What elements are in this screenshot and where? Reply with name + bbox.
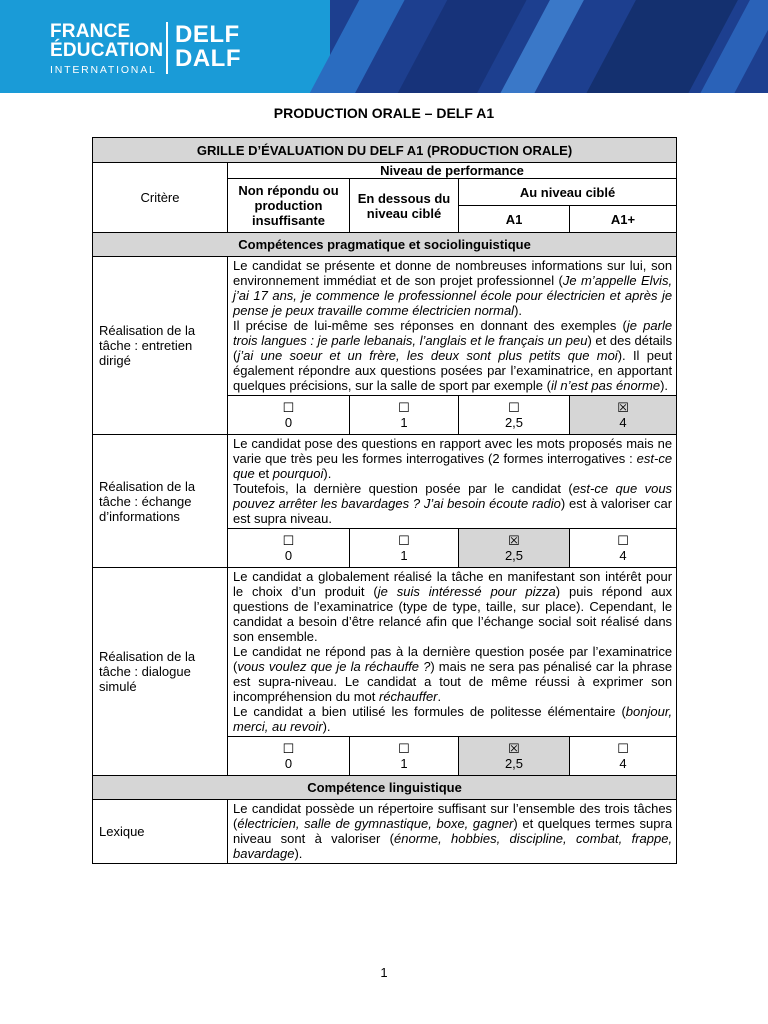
score-value: 4 xyxy=(619,755,627,771)
quote-excerpt: électricien, salle de gymnastique, boxe, gagner xyxy=(237,816,514,831)
description-text: Le candidat possède un répertoire suffisant sur l’ensemble des trois tâches ( xyxy=(233,801,673,831)
score-option[interactable] xyxy=(228,737,350,776)
checked-box-icon[interactable]: ☒ xyxy=(508,740,520,756)
description-text: ). xyxy=(323,466,332,481)
description-text: ) et des détails ( xyxy=(233,333,673,363)
quote-excerpt: réchauffer xyxy=(378,689,438,704)
checkbox-icon[interactable]: ☐ xyxy=(282,532,295,548)
checked-box-icon[interactable]: ☒ xyxy=(508,532,520,548)
col-niveau-cible: Au niveau ciblé xyxy=(459,179,677,206)
quote-excerpt: est-ce que vous pouvez arrêter les bavardages ? J’ai besoin écoute radio xyxy=(233,481,673,511)
critere-header: Critère xyxy=(93,163,228,233)
criterion-description xyxy=(228,435,677,529)
logo-line3: INTERNATIONAL xyxy=(50,64,157,76)
description-paragraph xyxy=(233,318,672,393)
delf-dalf-logo xyxy=(175,23,241,70)
description-paragraph xyxy=(233,569,672,644)
quote-excerpt: vous voulez que je la réchauffe ? xyxy=(237,659,431,674)
brand-line2: DALF xyxy=(175,44,241,72)
col-non-repondu: Non répondu ou production insuffisante xyxy=(228,179,350,233)
section-row xyxy=(93,776,677,800)
description-text: Le candidat pose des questions en rapport avec les mots proposés mais ne varie que très peu les formes interrogatives (2 formes interrogatives : xyxy=(233,436,673,466)
checked-box-icon[interactable]: ☒ xyxy=(617,399,629,415)
score-option[interactable] xyxy=(350,529,459,568)
description-text: ) puis répond aux questions de l’examinatrice (type de type, taille, sur place). Cependant, le candidat a besoin d’être relancé afin que l’échange social soit réalisé dans son ensemble. xyxy=(233,584,673,644)
criterion-description xyxy=(228,800,677,864)
checkbox-icon[interactable]: ☐ xyxy=(398,532,410,548)
col-a1: A1 xyxy=(459,206,570,233)
quote-excerpt: est-ce que xyxy=(233,451,673,481)
description-paragraph xyxy=(233,258,672,318)
quote-excerpt: bonjour, merci, au revoir xyxy=(233,704,673,734)
france-education-logo xyxy=(50,22,163,76)
score-option[interactable] xyxy=(459,396,570,435)
score-value: 1 xyxy=(400,755,408,771)
quote-excerpt: pourquoi xyxy=(272,466,324,481)
score-option[interactable] xyxy=(350,737,459,776)
checkbox-icon[interactable]: ☐ xyxy=(617,740,629,756)
score-value: 0 xyxy=(284,414,293,430)
score-option[interactable] xyxy=(228,396,350,435)
logo-divider xyxy=(166,22,168,74)
score-value: 0 xyxy=(284,755,293,771)
checkbox-icon[interactable]: ☐ xyxy=(282,399,295,415)
quote-excerpt: j’ai une soeur et un frère, les deux sont plus petits que moi xyxy=(237,348,618,363)
header-banner xyxy=(0,0,768,93)
description-text: Il précise de lui-même ses réponses en donnant des exemples ( xyxy=(233,318,627,333)
logo-line1: FRANCE xyxy=(50,21,131,42)
score-option[interactable] xyxy=(570,396,677,435)
score-value: 2,5 xyxy=(504,547,524,563)
criterion-label: Réalisation de la tâche : dialogue simulé xyxy=(93,568,228,776)
description-text: ) mais ne sera pas pénalisé car la phrase est supra-niveau. Le candidat a tout de même réussi à exprimer son incompréhension du mot xyxy=(233,659,673,704)
quote-excerpt: énorme, hobbies, discipline, combat, frappe, bavardage xyxy=(233,831,673,861)
description-text: ). xyxy=(294,846,303,861)
score-option[interactable] xyxy=(570,529,677,568)
description-paragraph xyxy=(233,436,672,481)
score-option[interactable] xyxy=(228,529,350,568)
description-text: ). xyxy=(514,303,523,318)
score-value: 4 xyxy=(619,414,627,430)
quote-excerpt: Je m’appelle Elvis, j’ai 17 ans, je commence le professionnel école pour électricien et après je pense je peux travaille comme électricien normal xyxy=(233,273,673,318)
description-text: Le candidat a globalement réalisé la tâche en manifestant son intérêt pour le choix d’un produit ( xyxy=(233,569,673,599)
score-value: 1 xyxy=(400,414,408,430)
score-value: 0 xyxy=(284,547,293,563)
description-text: et xyxy=(254,466,273,481)
quote-excerpt: je parle trois langues : je parle lebanais, l’anglais et le français un peu xyxy=(233,318,673,348)
criterion-description xyxy=(228,568,677,737)
page-number: 1 xyxy=(380,965,388,980)
description-text: . xyxy=(437,689,442,704)
description-text: Le candidat a bien utilisé les formules de politesse élémentaire ( xyxy=(233,704,626,719)
description-text: ) et quelques termes supra niveau sont à valoriser ( xyxy=(233,816,673,846)
description-text: ). xyxy=(322,719,331,734)
description-text: ). xyxy=(660,378,669,393)
checkbox-icon[interactable]: ☐ xyxy=(508,399,520,415)
score-value: 2,5 xyxy=(504,414,524,430)
score-value: 1 xyxy=(400,547,408,563)
description-text: ). Il peut également répondre aux questions posées par l’examinatrice, en apportant quelques précisions, sur la salle de sport par exemple ( xyxy=(233,348,673,393)
grid-caption: GRILLE D’ÉVALUATION DU DELF A1 (PRODUCTION ORALE) xyxy=(93,138,677,163)
checkbox-icon[interactable]: ☐ xyxy=(398,399,410,415)
col-en-dessous: En dessous du niveau ciblé xyxy=(350,179,459,233)
section-pragmatique: Compétences pragmatique et sociolinguistique xyxy=(93,233,677,257)
niveau-header: Niveau de performance xyxy=(228,163,677,179)
score-value: 4 xyxy=(619,547,627,563)
criterion-row xyxy=(93,568,677,737)
section-linguistique: Compétence linguistique xyxy=(93,776,677,800)
criterion-label: Réalisation de la tâche : échange d’informations xyxy=(93,435,228,568)
logo-line2: ÉDUCATION xyxy=(50,40,164,61)
description-paragraph xyxy=(233,644,672,704)
checkbox-icon[interactable]: ☐ xyxy=(398,740,410,756)
score-option[interactable] xyxy=(459,529,570,568)
evaluation-grid xyxy=(92,137,677,864)
score-option[interactable] xyxy=(459,737,570,776)
description-text: Le candidat se présente et donne de nombreuses informations sur lui, son environnement immédiat et de son projet professionnel ( xyxy=(233,258,673,288)
criterion-row xyxy=(93,800,677,864)
criterion-description xyxy=(228,257,677,396)
description-text: Le candidat ne répond pas à la dernière question posée par l’examinatrice ( xyxy=(233,644,673,674)
document-title: PRODUCTION ORALE – DELF A1 xyxy=(273,105,495,121)
score-option[interactable] xyxy=(350,396,459,435)
checkbox-icon[interactable]: ☐ xyxy=(282,740,295,756)
quote-excerpt: je suis intéressé pour pizza xyxy=(377,584,556,599)
criterion-label: Réalisation de la tâche : entretien dirigé xyxy=(93,257,228,435)
criterion-row xyxy=(93,257,677,396)
quote-excerpt: il n’est pas énorme xyxy=(550,378,661,393)
score-value: 2,5 xyxy=(504,755,524,771)
score-option[interactable] xyxy=(570,737,677,776)
description-text: ) est à valoriser car est supra niveau. xyxy=(233,496,673,526)
description-text: Toutefois, la dernière question posée par le candidat ( xyxy=(233,481,573,496)
description-paragraph xyxy=(233,704,672,734)
brand-line1: DELF xyxy=(175,21,240,48)
checkbox-icon[interactable]: ☐ xyxy=(617,532,629,548)
col-a1-plus: A1+ xyxy=(570,206,677,233)
description-paragraph xyxy=(233,801,672,861)
criterion-row xyxy=(93,435,677,529)
description-paragraph xyxy=(233,481,672,526)
criterion-label: Lexique xyxy=(93,800,228,864)
